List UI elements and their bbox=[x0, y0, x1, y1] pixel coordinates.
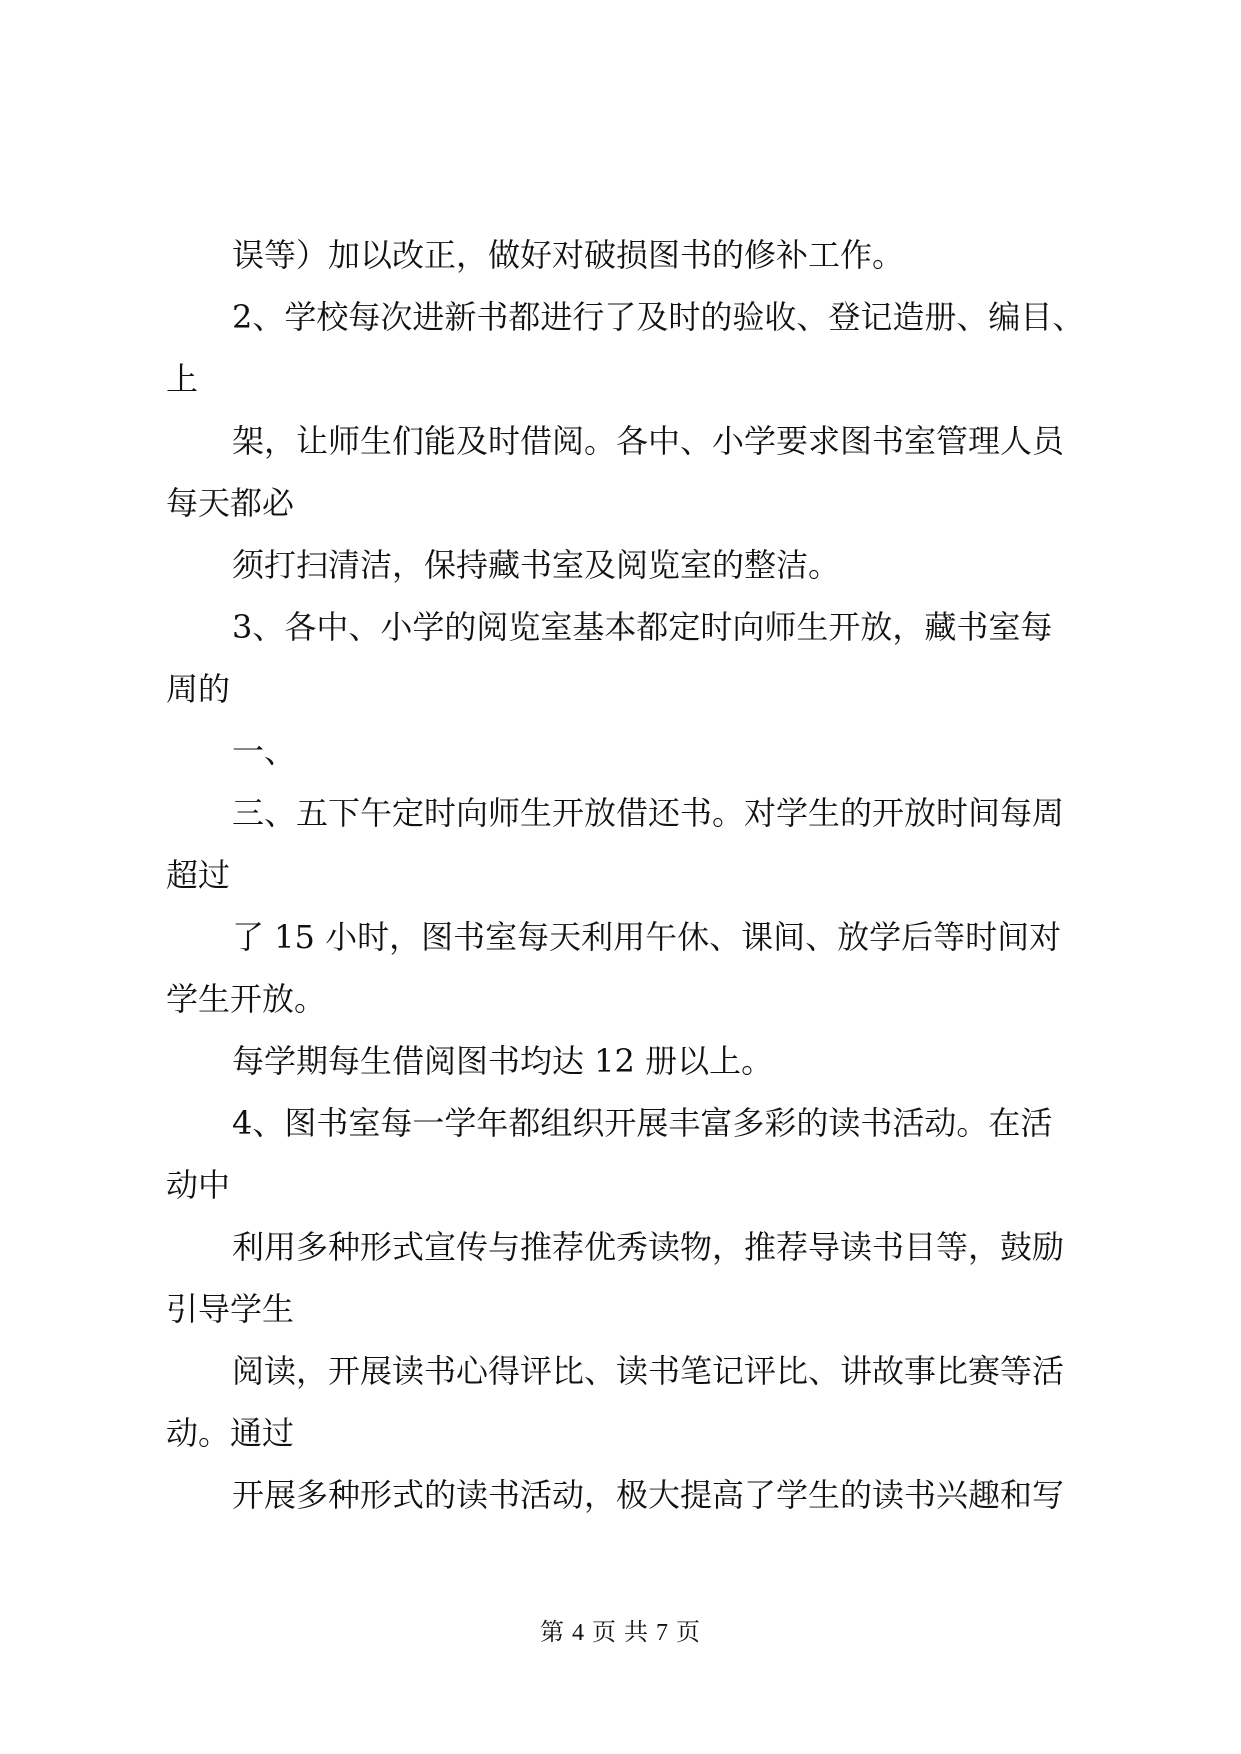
text-line-12: 了 15 小时，图书室每天利用午休、课间、放学后等时间对 bbox=[232, 918, 1062, 956]
text-line-10: 三、五下午定时向师生开放借还书。对学生的开放时间每周 bbox=[232, 794, 1065, 832]
text-line-2: 2、学校每次进新书都进行了及时的验收、登记造册、编目、 bbox=[232, 298, 1085, 336]
text-line-13: 学生开放。 bbox=[166, 980, 327, 1018]
text-line-3: 上 bbox=[166, 360, 199, 398]
text-line-21: 开展多种形式的读书活动，极大提高了学生的读书兴趣和写 bbox=[232, 1476, 1065, 1514]
text-line-9: 一、 bbox=[232, 732, 297, 770]
text-line-6: 须打扫清洁，保持藏书室及阅览室的整洁。 bbox=[232, 546, 841, 584]
text-line-19: 阅读，开展读书心得评比、读书笔记评比、讲故事比赛等活 bbox=[232, 1352, 1065, 1390]
text-line-8: 周的 bbox=[166, 670, 231, 708]
text-line-18: 引导学生 bbox=[166, 1290, 295, 1328]
text-line-1: 误等）加以改正，做好对破损图书的修补工作。 bbox=[232, 236, 905, 274]
text-line-16: 动中 bbox=[166, 1166, 231, 1204]
text-line-11: 超过 bbox=[166, 856, 231, 894]
text-line-7: 3、各中、小学的阅览室基本都定时向师生开放，藏书室每 bbox=[232, 608, 1053, 646]
text-line-20: 动。通过 bbox=[166, 1414, 295, 1452]
text-line-4: 架，让师生们能及时借阅。各中、小学要求图书室管理人员 bbox=[232, 422, 1065, 460]
text-line-15: 4、图书室每一学年都组织开展丰富多彩的读书活动。在活 bbox=[232, 1104, 1053, 1142]
text-line-5: 每天都必 bbox=[166, 484, 295, 522]
text-line-17: 利用多种形式宣传与推荐优秀读物，推荐导读书目等，鼓励 bbox=[232, 1228, 1065, 1266]
document-body bbox=[166, 224, 1086, 1526]
page-number-footer: 第 4 页 共 7 页 bbox=[540, 1620, 701, 1646]
text-line-14: 每学期每生借阅图书均达 12 册以上。 bbox=[232, 1042, 774, 1080]
